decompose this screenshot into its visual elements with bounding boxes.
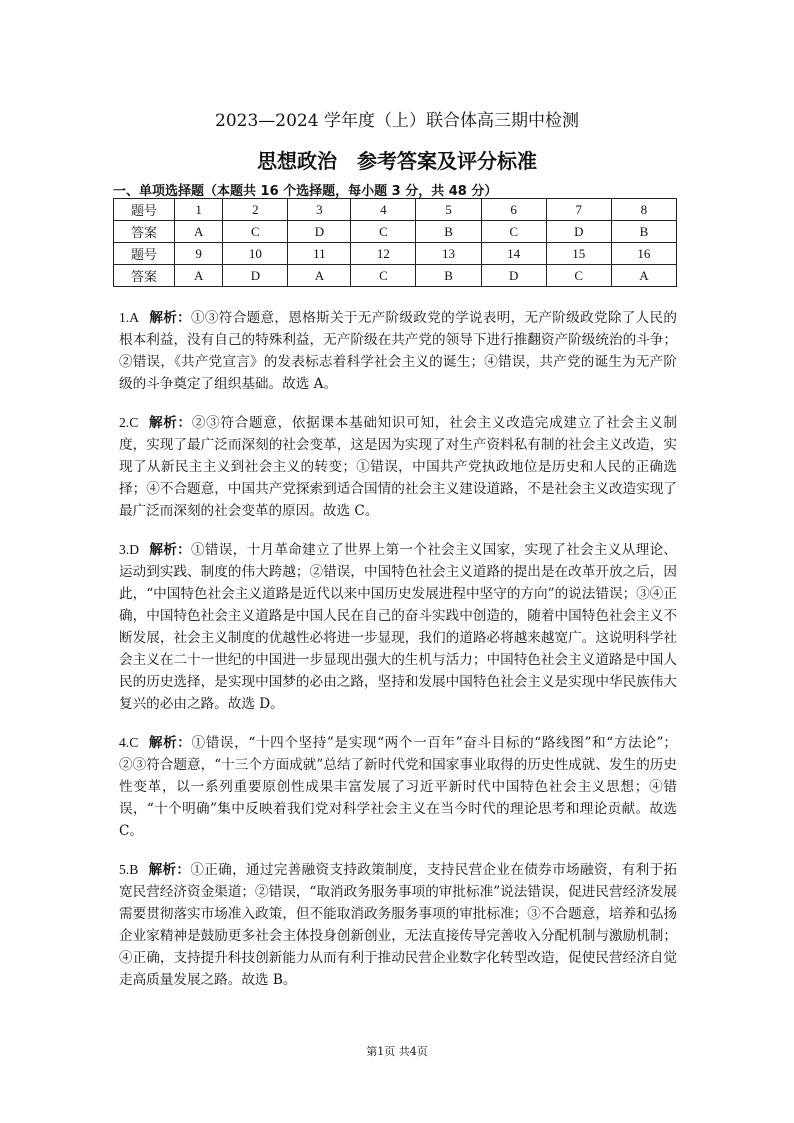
table-cell: B bbox=[611, 221, 676, 243]
question-answer: 2.C bbox=[119, 415, 139, 430]
table-cell: 14 bbox=[481, 243, 546, 265]
table-cell: C bbox=[223, 221, 288, 243]
question-answer: 3.D bbox=[119, 542, 140, 557]
table-cell: D bbox=[481, 265, 546, 287]
table-cell: C bbox=[351, 221, 416, 243]
explanation-paragraph bbox=[119, 859, 677, 991]
analysis-text: ①正确，通过完善融资支持政策制度，支持民营企业在债券市场融资，有利于拓宽民营经济资金渠道；②错误，“取消政务服务事项的审批标准”说法错误，促进民营经济发展需要贯彻落实市场准入政策，但不能取消政务服务事项的审批标准；③不合题意，培养和弘扬企业家精神是鼓励更多社会主体投身创新创业，无法直接传导完善收入分配机制与激励机制；④正确，支持提升科技创新能力从而有利于推动民营企业数字化转型改造，促使民营经济自觉走高质量发展之路。故选 B。 bbox=[119, 862, 677, 988]
document-subtitle: 思想政治 参考答案及评分标准 bbox=[257, 149, 537, 173]
explanation-paragraph bbox=[119, 539, 677, 715]
table-cell: 4 bbox=[351, 199, 416, 221]
table-cell: C bbox=[351, 265, 416, 287]
row-header: 答案 bbox=[114, 221, 175, 243]
table-cell: 5 bbox=[416, 199, 481, 221]
analysis-text: ②③符合题意，依据课本基础知识可知，社会主义改造完成建立了社会主义制度，实现了最广泛而深刻的社会变革，这是因为实现了对生产资料私有制的社会主义改造，实现了从新民主主义到社会主义的转变；①错误，中国共产党执政地位是历史和人民的正确选择；④不合题意，中国共产党探索到适合国情的社会主义建设道路，不是社会主义改造实现了最广泛而深刻的社会变革的原因。故选 C。 bbox=[119, 415, 678, 519]
table-row bbox=[114, 265, 677, 287]
table-cell: 15 bbox=[546, 243, 611, 265]
table-cell: B bbox=[416, 221, 481, 243]
analysis-label: 解析： bbox=[148, 415, 192, 431]
table-cell: 12 bbox=[351, 243, 416, 265]
table-cell: C bbox=[481, 221, 546, 243]
table-cell: A bbox=[175, 265, 223, 287]
table-cell: D bbox=[546, 221, 611, 243]
analysis-label: 解析： bbox=[149, 310, 191, 326]
explanation-paragraph bbox=[119, 307, 677, 395]
table-cell: B bbox=[416, 265, 481, 287]
table-cell: 11 bbox=[288, 243, 351, 265]
table-cell: 8 bbox=[611, 199, 676, 221]
analysis-label: 解析： bbox=[148, 862, 191, 878]
question-answer: 1.A bbox=[119, 310, 140, 325]
table-cell: 2 bbox=[223, 199, 288, 221]
analysis-text: ①③符合题意，恩格斯关于无产阶级政党的学说表明，无产阶级政党除了人民的根本利益，没有自己的特殊利益，无产阶级在共产党的领导下进行推翻资产阶级统治的斗争；②错误，《共产党宣言》的发表标志着科学社会主义的诞生；④错误，共产党的诞生为无产阶级的斗争奠定了组织基础。故选 A。 bbox=[119, 310, 677, 392]
table-cell: 10 bbox=[223, 243, 288, 265]
section-heading: 一、单项选择题（本题共 16 个选择题，每小题 3 分，共 48 分） bbox=[113, 184, 498, 199]
document-title: 2023—2024 学年度（上）联合体高三期中检测 bbox=[215, 111, 579, 131]
table-row bbox=[114, 221, 677, 243]
table-row bbox=[114, 243, 677, 265]
table-cell: A bbox=[175, 221, 223, 243]
row-header: 题号 bbox=[114, 243, 175, 265]
page-footer: 第1页 共4页 bbox=[366, 1045, 428, 1058]
table-cell: A bbox=[611, 265, 676, 287]
analysis-label: 解析： bbox=[149, 542, 191, 558]
table-cell: D bbox=[288, 221, 351, 243]
table-cell: C bbox=[546, 265, 611, 287]
table-cell: D bbox=[223, 265, 288, 287]
analysis-label: 解析： bbox=[148, 735, 192, 751]
explanation-paragraph bbox=[119, 732, 677, 842]
row-header: 题号 bbox=[114, 199, 175, 221]
table-cell: 9 bbox=[175, 243, 223, 265]
answer-table bbox=[113, 198, 677, 287]
table-cell: 1 bbox=[175, 199, 223, 221]
table-cell: 7 bbox=[546, 199, 611, 221]
question-answer: 5.B bbox=[119, 862, 139, 877]
table-cell: 16 bbox=[611, 243, 676, 265]
row-header: 答案 bbox=[114, 265, 175, 287]
table-cell: 13 bbox=[416, 243, 481, 265]
table-row bbox=[114, 199, 677, 221]
analysis-text: ①错误，十月革命建立了世界上第一个社会主义国家，实现了社会主义从理论、运动到实践、制度的伟大跨越；②错误，中国特色社会主义道路的提出是在改革开放之后，因此，“中国特色社会主义道路是近代以来中国历史发展进程中坚守的方向”的说法错误；③④正确，中国特色社会主义道路是中国人民在自己的奋斗实践中创造的，随着中国特色社会主义不断发展，社会主义制度的优越性必将进一步显现，我们的道路必将越来越宽广。这说明科学社会主义在二十一世纪的中国进一步显现出强大的生机与活力；中国特色社会主义道路是中国人民的历史选择，是实现中国梦的必由之路，坚持和发展中国特色社会主义是实现中华民族伟大复兴的必由之路。故选 D。 bbox=[119, 542, 677, 712]
explanation-paragraph bbox=[119, 412, 677, 522]
question-answer: 4.C bbox=[119, 735, 139, 750]
explanations bbox=[119, 307, 677, 1008]
table-cell: 3 bbox=[288, 199, 351, 221]
analysis-text: ①错误，“十四个坚持”是实现“两个一百年”奋斗目标的“路线图”和“方法论”；②③符合题意，“十三个方面成就”总结了新时代党和国家事业取得的历史性成就、发生的历史性变革，以一系列重要原创性成果丰富发展了习近平新时代中国特色社会主义思想；④错误，“十个明确”集中反映着我们党对科学社会主义在当今时代的理论思考和理论贡献。故选 C。 bbox=[119, 735, 677, 839]
table-cell: 6 bbox=[481, 199, 546, 221]
table-cell: A bbox=[288, 265, 351, 287]
